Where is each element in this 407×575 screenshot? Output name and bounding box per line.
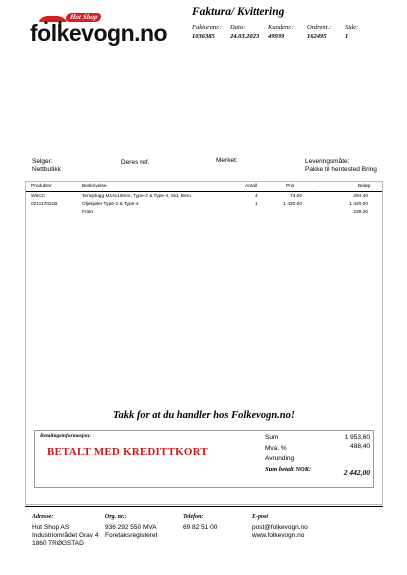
header-amount: Beløp xyxy=(358,184,371,189)
seller-info: Selger: Nettbutikk xyxy=(32,158,61,173)
reference-label: Deres ref. xyxy=(121,159,150,166)
items-table-header xyxy=(26,182,382,192)
logo-badge: Hot Shop xyxy=(65,13,102,22)
document-title: Faktura/ Kvittering xyxy=(192,6,285,18)
sum-label: Sum xyxy=(265,434,279,441)
delivery-info: Leveringsmåte: Pakke til hentested Bring xyxy=(305,158,377,173)
header-price: Pris xyxy=(286,184,295,189)
meta-customer-number: Kundenr.: 49939 xyxy=(268,24,294,40)
logo-wordmark: folkevogn.no xyxy=(30,20,168,46)
header-description: Beskrivelse xyxy=(82,184,107,189)
rounding-label: Avrunding xyxy=(265,455,295,462)
header-dot: . xyxy=(318,184,320,189)
company-logo xyxy=(30,12,180,46)
footer-email-label: E-post xyxy=(252,514,269,520)
meta-page: Side: 1 xyxy=(345,24,359,40)
header-product: Produktnr xyxy=(31,184,52,189)
footer-divider xyxy=(25,506,383,507)
total-paid-value: 2 442,00 xyxy=(343,468,370,477)
vat-label: Mva. % xyxy=(265,445,287,452)
website-link[interactable]: www.folkevogn.no xyxy=(252,532,305,539)
meta-order-number: Ordrent.: 162495 xyxy=(307,24,332,40)
footer-address: Hot Shop AS Industriområdet Grav 4 1860 TRØGSTAD xyxy=(32,524,99,547)
footer-contact xyxy=(252,524,308,540)
payment-status: BETALT MED KREDITTKORT xyxy=(47,446,208,458)
payment-info-label: Betalingsinformasjon: xyxy=(40,433,92,439)
payment-info-box xyxy=(34,430,374,488)
footer-phone[interactable]: 69 82 51 00 xyxy=(183,524,218,531)
footer-org-label: Org. nr.: xyxy=(105,514,127,520)
header-qty: Antall xyxy=(245,184,257,189)
vat-value: 488,40 xyxy=(350,443,370,450)
marked-label: Merket: xyxy=(216,157,238,164)
sum-value: 1 953,60 xyxy=(344,434,370,441)
invoice-items-box: Produktnr Beskrivelse Antall Pris . Beløp W8CC Tennplugg M14x19mm, Type-2 & Type-4, Std, Beru 4 73,60 294,40 021117021B Oljekjøler Type-2 & Type-4 1 1 420,00 1 420,00 Frakt 239,20 Takk for at du handler hos Folkevogn.no! Betalingsinformasjon: BETALT MED KREDITTKORT Sum 1 953,60 Mva. % 488,40 Avrunding Sum betalt NOK: 2 442,00 xyxy=(25,181,383,505)
thank-you-message: Takk for at du handler hos Folkevogn.no! xyxy=(113,410,295,421)
total-paid-label: Sum betalt NOK: xyxy=(265,466,312,473)
footer-org: 936 292 550 MVA Foretaksregisteret xyxy=(105,524,158,539)
meta-date: Dato: 24.03.2023 xyxy=(230,24,260,40)
footer-address-label: Adresse: xyxy=(32,514,54,520)
email-link[interactable]: post@folkevogn.no xyxy=(252,524,308,531)
meta-invoice-number: Fakturanr.: 1036385 xyxy=(192,24,222,40)
footer-phone-label: Telefon: xyxy=(183,514,204,520)
